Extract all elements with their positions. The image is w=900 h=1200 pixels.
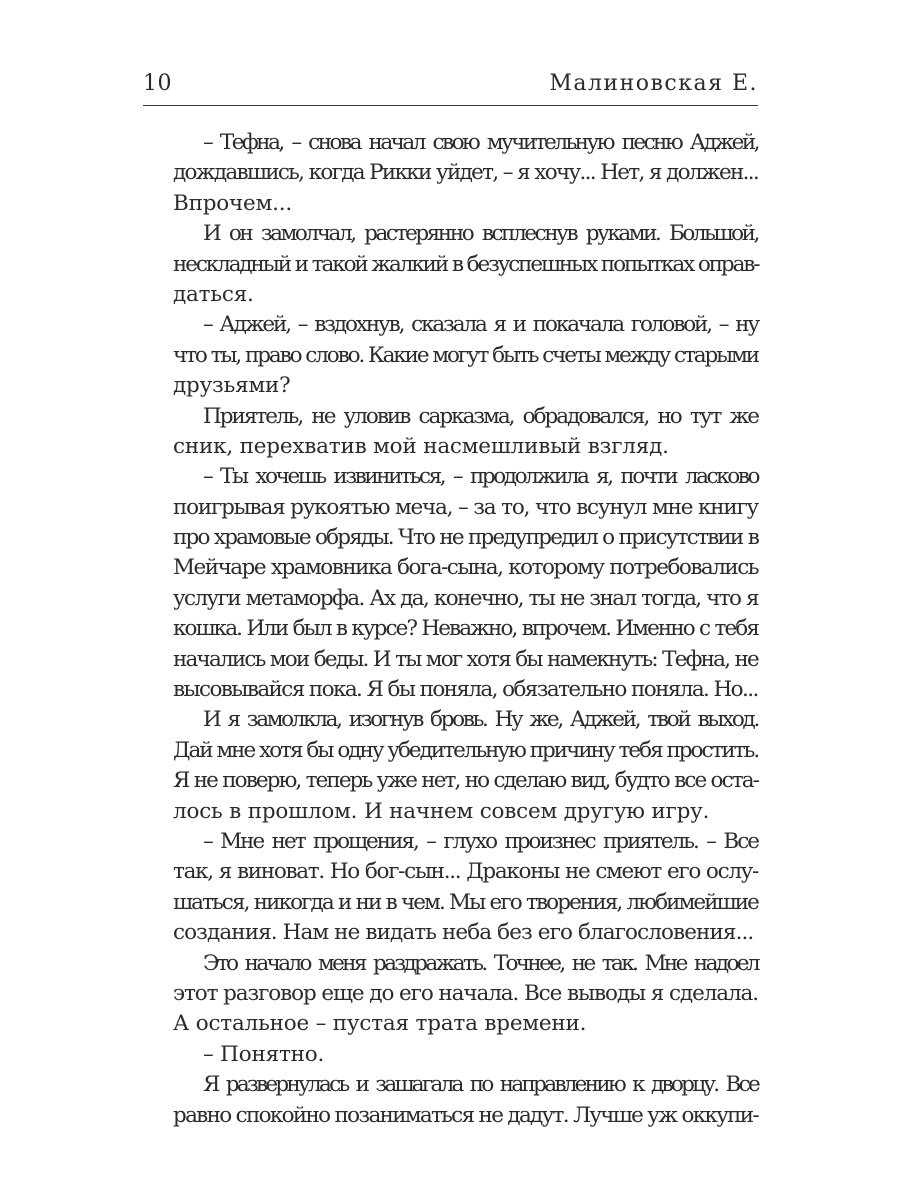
text-line: Я развернулась и зашагала по направлению к дворцу. Все (203, 1072, 758, 1098)
text-line: услуги метаморфа. Ах да, конечно, ты не знал тогда, что я (173, 585, 758, 611)
body-text (143, 128, 758, 1131)
text-line: А остальное – пустая трата времени. (173, 1011, 587, 1037)
text-line: – Понятно. (203, 1041, 325, 1067)
text-line: равно спокойно позаниматься не дадут. Лучше уж оккупи- (173, 1102, 758, 1128)
text-line: шаться, никогда и ни в чем. Мы его творения, любимейшие (173, 889, 758, 915)
paragraph (143, 1040, 758, 1070)
text-line: этот разговор еще до его начала. Все выводы я сделала. (173, 980, 758, 1006)
author-name: Малиновская Е. (549, 71, 758, 96)
text-line: что ты, право слово. Какие могут быть счеты между старыми (173, 342, 758, 368)
text-line: сник, перехватив мой насмешливый взгляд. (173, 433, 669, 459)
text-line: Я не поверю, теперь уже нет, но сделаю вид, будто все оста- (173, 768, 758, 794)
text-line: Впрочем... (173, 190, 293, 216)
text-line: друзьями? (173, 373, 291, 399)
paragraph (143, 219, 758, 310)
text-line: – Мне нет прощения, – глухо произнес приятель. – Все (203, 828, 758, 854)
paragraph (143, 705, 758, 827)
paragraph (143, 949, 758, 1040)
text-line: Дай мне хотя бы одну убедительную причину тебя простить. (173, 737, 759, 763)
paragraph (143, 827, 758, 949)
text-line: Это начало меня раздражать. Точнее, не так. Мне надоел (203, 950, 758, 976)
page-number: 10 (143, 71, 172, 96)
paragraph (143, 128, 758, 219)
text-line: И он замолчал, растерянно всплеснув руками. Большой, (203, 221, 758, 247)
text-line: дождавшись, когда Рикки уйдет, – я хочу... Нет, я должен... (173, 160, 758, 186)
text-line: – Аджей, – вздохнув, сказала я и покачала головой, – ну (203, 312, 758, 338)
text-line: про храмовые обряды. Что не предупредил о присутствии в (173, 525, 758, 551)
text-line: – Тефна, – снова начал свою мучительную песню Аджей, (203, 130, 758, 155)
header-rule (143, 105, 758, 106)
paragraph (143, 310, 758, 401)
paragraph (143, 402, 758, 463)
text-line: начались мои беды. И ты мог хотя бы намекнуть: Тефна, не (173, 646, 758, 672)
text-line: Приятель, не уловив сарказма, обрадовался, но тут же (203, 403, 758, 429)
text-line: кошка. Или был в курсе? Неважно, впрочем. Именно с тебя (173, 616, 758, 642)
text-line: лось в прошлом. И начнем совсем другую игру. (173, 798, 710, 824)
running-head (143, 70, 758, 104)
text-line: нескладный и такой жалкий в безуспешных попытках оправ- (173, 251, 759, 277)
text-line: И я замолкла, изогнув бровь. Ну же, Аджей, твой выход. (203, 707, 758, 733)
text-line: так, я виноват. Но бог-сын... Драконы не смеют его ослу- (173, 859, 758, 885)
text-line: – Ты хочешь извиниться, – продолжила я, почти ласково (203, 464, 758, 490)
text-line: высовывайся пока. Я бы поняла, обязательно поняла. Но... (173, 677, 758, 703)
text-line: создания. Нам не видать неба без его благословения... (173, 920, 754, 946)
paragraph (143, 462, 758, 705)
paragraph (143, 1070, 758, 1131)
text-line: поигрывая рукоятью меча, – за то, что всунул мне книгу (173, 494, 758, 520)
text-line: Мейчаре храмовника бога-сына, которому потребовались (173, 555, 758, 581)
text-line: даться. (173, 281, 254, 307)
